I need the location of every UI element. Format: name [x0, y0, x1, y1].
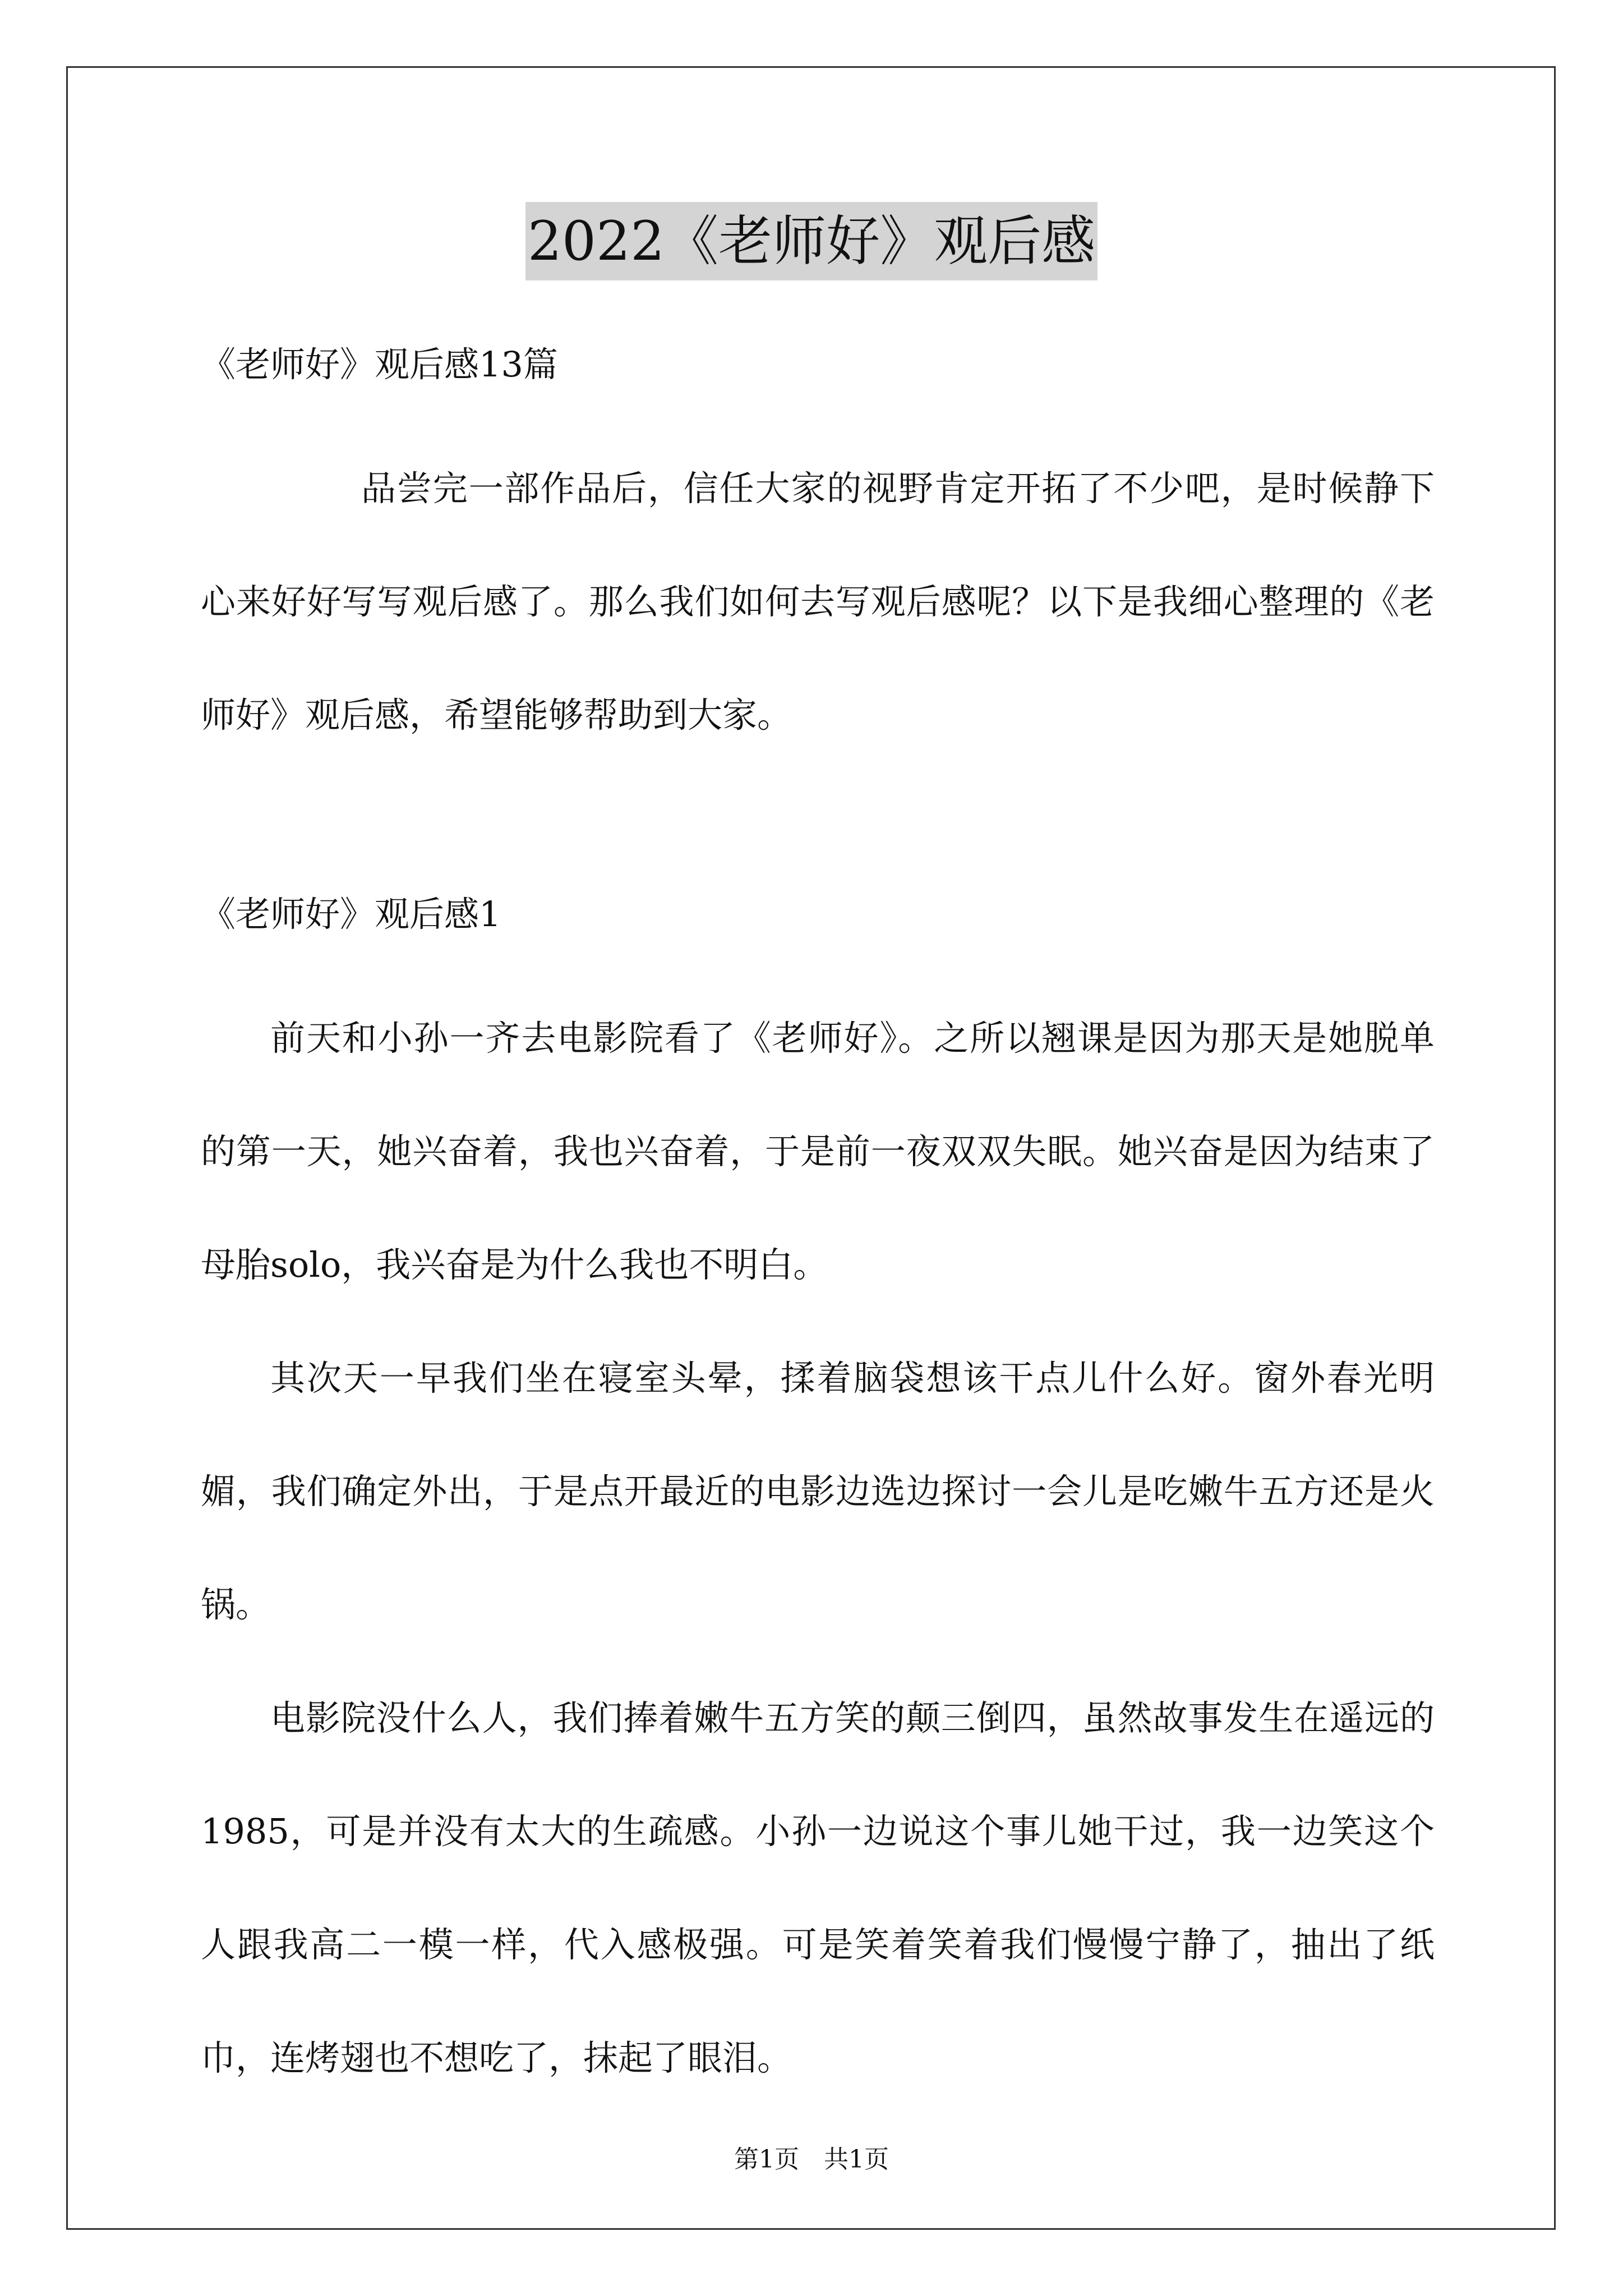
page-footer: 第1页 共1页 [734, 2145, 889, 2174]
section-heading: 《老师好》观后感1 [201, 894, 501, 935]
body-paragraph-1: 前天和小孙一齐去电影院看了《老师好》。之所以翘课是因为那天是她脱单的第一天，她兴奋着，我也兴奋着，于是前一夜双双失眠。她兴奋是因为结束了母胎solo，我兴奋是为什么我也不明白。 [201, 1018, 1435, 1285]
document-subtitle: 《老师好》观后感13篇 [201, 344, 558, 385]
document-title: 2022《老师好》观后感 [525, 202, 1098, 280]
intro-paragraph: 品尝完一部作品后，信任大家的视野肯定开拓了不少吧，是时候静下心来好好写写观后感了。那么我们如何去写观后感呢？以下是我细心整理的《老师好》观后感，希望能够帮助到大家。 [201, 468, 1435, 735]
title-wrap [0, 202, 1623, 280]
body-paragraph-3: 电影院没什么人，我们捧着嫩牛五方笑的颠三倒四，虽然故事发生在遥远的1985，可是并没有太大的生疏感。小孙一边说这个事儿她干过，我一边笑这个人跟我高二一模一样，代入感极强。可是笑着笑着我们慢慢宁静了，抽出了纸巾，连烤翅也不想吃了，抹起了眼泪。 [201, 1697, 1435, 2078]
body-paragraph-2: 其次天一早我们坐在寝室头晕，揉着脑袋想该干点儿什么好。窗外春光明媚，我们确定外出，于是点开最近的电影边选边探讨一会儿是吃嫩牛五方还是火锅。 [201, 1358, 1435, 1625]
